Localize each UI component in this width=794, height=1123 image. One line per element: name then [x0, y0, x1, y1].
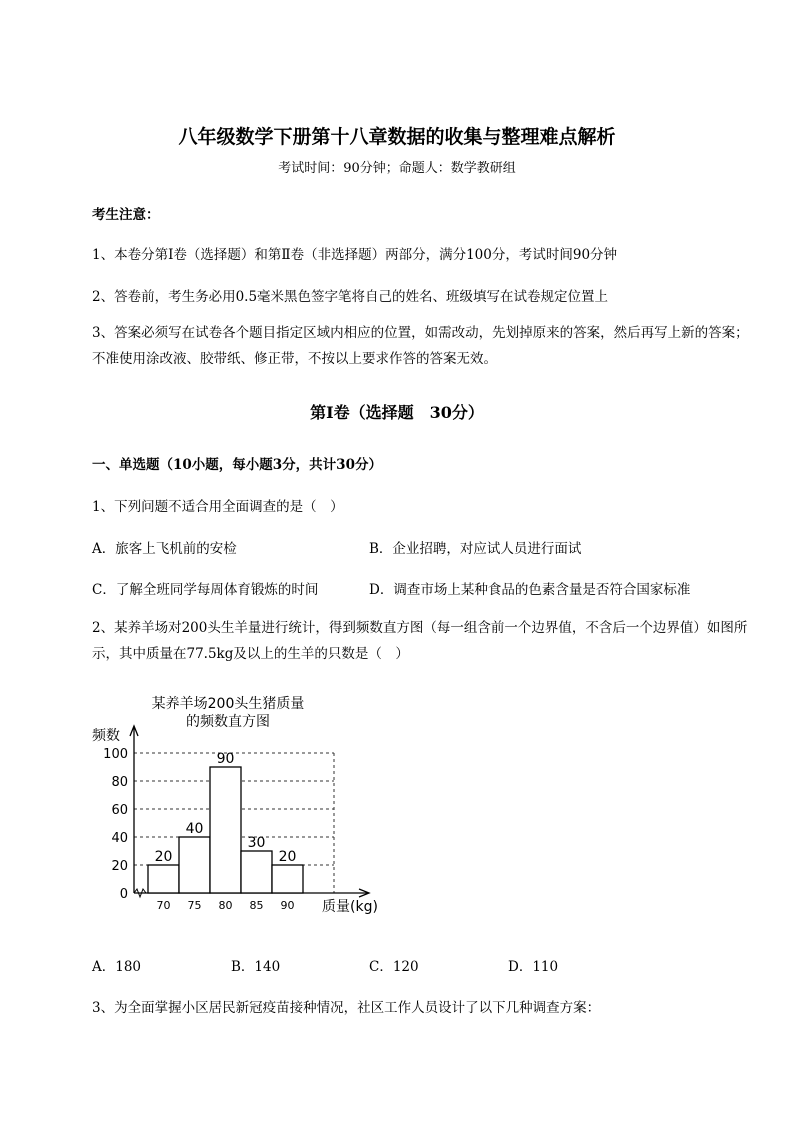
bar-value-label: 90 — [216, 751, 235, 767]
histogram-bar — [179, 837, 210, 893]
histogram-bar — [272, 865, 303, 893]
section-title: 第I卷（选择题 30分） — [310, 403, 484, 422]
y-tick-label: 60 — [111, 803, 128, 818]
question-1-stem: 1、下列问题不适合用全面调查的是（ ） — [92, 499, 344, 515]
exam-info: 考试时间：90分钟；命题人：数学教研组 — [278, 161, 516, 176]
histogram-bar — [241, 851, 272, 893]
y-tick-label: 0 — [119, 887, 128, 902]
chart-title-line: 的频数直方图 — [186, 714, 270, 730]
x-tick-label: 75 — [187, 899, 202, 912]
bar-value-label: 20 — [278, 849, 297, 865]
histogram-bar — [148, 865, 179, 893]
y-tick-label: 20 — [111, 859, 128, 874]
bar-value-label: 30 — [247, 835, 266, 851]
x-tick-label: 90 — [280, 899, 295, 912]
bar-value-label: 20 — [154, 849, 173, 865]
notice-item-1: 1、本卷分第I卷（选择题）和第Ⅱ卷（非选择题）两部分，满分100分，考试时间90分钟 — [92, 247, 618, 263]
question-2-stem: 2、某养羊场对200头生羊量进行统计，得到频数直方图（每一组含前一个边界值，不含后一个边界值）如图所示，其中质量在77.5kg及以上的生羊的只数是（ ） — [92, 620, 748, 662]
question-3-stem: 3、为全面掌握小区居民新冠疫苗接种情况，社区工作人员设计了以下几种调查方案： — [92, 1000, 601, 1016]
y-tick-label: 40 — [111, 831, 128, 846]
y-tick-label: 80 — [111, 775, 128, 790]
question-1-option-b: B．企业招聘，对应试人员进行面试 — [369, 541, 582, 557]
notice-item-3: 3、答案必须写在试卷各个题目指定区域内相应的位置，如需改动，先划掉原来的答案，然后再写上新的答案；不准使用涂改液、胶带纸、修正带，不按以上要求作答的答案无效。 — [92, 325, 749, 367]
x-tick-label: 85 — [249, 899, 264, 912]
frequency-histogram — [88, 688, 398, 923]
histogram-bar — [210, 767, 241, 893]
x-tick-label: 70 — [156, 899, 171, 912]
notice-heading: 考生注意： — [92, 207, 160, 223]
question-2-option-a: A．180 — [92, 959, 142, 975]
page-title: 八年级数学下册第十八章数据的收集与整理难点解析 — [178, 126, 616, 148]
part-heading: 一、单选题（10小题，每小题3分，共计30分） — [92, 457, 382, 473]
notice-item-2: 2、答卷前，考生务必用0.5毫米黑色签字笔将自己的姓名、班级填写在试卷规定位置上 — [92, 289, 609, 305]
chart-title-line: 某养羊场200头生猪质量 — [151, 696, 305, 712]
x-axis-label: 质量(kg) — [322, 899, 378, 915]
question-1-option-c: C．了解全班同学每周体育锻炼的时间 — [92, 582, 319, 598]
question-2-option-d: D．110 — [508, 959, 559, 975]
question-1-option-a: A．旅客上飞机前的安检 — [92, 541, 237, 557]
x-tick-label: 80 — [218, 899, 233, 912]
question-1-option-d: D．调查市场上某种食品的色素含量是否符合国家标准 — [369, 582, 691, 598]
question-2-option-b: B．140 — [231, 959, 281, 975]
y-tick-label: 100 — [103, 747, 128, 762]
bar-value-label: 40 — [185, 821, 204, 837]
question-2-option-c: C．120 — [369, 959, 419, 975]
y-axis-label: 频数 — [92, 728, 120, 744]
